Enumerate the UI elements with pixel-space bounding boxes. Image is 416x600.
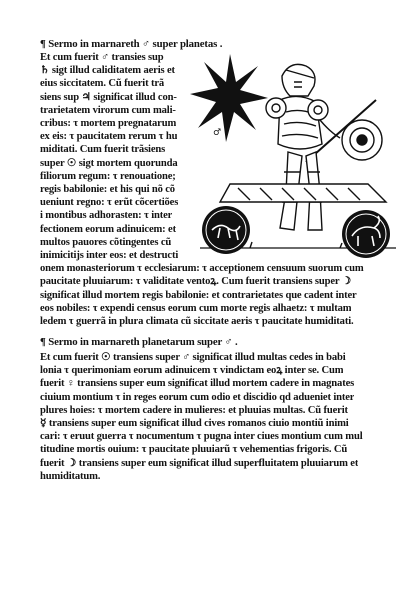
text-line: eos nobiles: τ expendi census eorum cum morte regis alhaetz: τ multam xyxy=(40,302,352,314)
text-line: fuerit ☽ transiens super eum significat illud superfluitatem pluuiarum et xyxy=(40,457,359,469)
text-line: ledem τ guerrã in plura climata cũ siccitate aeris τ paucitate humiditati. xyxy=(40,316,354,327)
text-line: fuerit ♀ transiens super eum significat illud mortem cadere in magnates xyxy=(40,378,355,390)
text-line: multos pauores cõtingentes cũ xyxy=(40,236,172,248)
paragraph-mark-icon: ¶ xyxy=(40,38,46,50)
text-line: Et cum fuerit ♂ transies sup xyxy=(40,52,164,63)
text-line: cari: τ eruut guerra τ nocumentum τ pugna inter ciues montium cum mul xyxy=(40,431,363,443)
text-line: onem monasteriorum τ ecclesiarum: τ acceptionem censuum suorum cum xyxy=(40,263,364,275)
heading-1 xyxy=(40,38,222,50)
text-line: inimicitijs inter eos: et destructi xyxy=(40,250,179,261)
mars-glyph: ♂ xyxy=(213,128,222,138)
text-line: paucitate pluuiarum: τ validitate ventoꝝ. Cum fuerit transiens super ☽ xyxy=(40,276,352,288)
woodcut-illustration xyxy=(190,52,400,264)
text-line: significat illud mortem regis babilonie: et contrarietates que cadent inter xyxy=(40,289,357,301)
text-line: ueniunt regno: τ erũt cõcertiões xyxy=(40,197,179,209)
text-line: cribus: τ mortem pregnatarum xyxy=(40,118,177,129)
text-line: trarietatem virorum cum mali- xyxy=(40,104,176,116)
wheel-scorpion xyxy=(202,206,250,254)
text-line: regis babilonie: et his qui nõ cõ xyxy=(40,184,175,195)
text-line: ex eis: τ paucitatem rerum τ hu xyxy=(40,131,178,143)
text-line: super ☉ sigt mortem quorunda xyxy=(40,157,178,169)
text-line: Et cum fuerit ☉ transiens super ♂ significat illud multas cedes in babi xyxy=(40,352,346,363)
heading-2-text: Sermo in marnareth planetarum super ♂ . xyxy=(48,336,238,348)
text-line: lonia τ querimoniam eorum adinuicem τ vindictam eoꝝ inter se. Cum xyxy=(40,365,344,377)
text-line: i montibus adhorasten: τ inter xyxy=(40,210,173,222)
star-icon xyxy=(190,54,268,142)
text-line: humiditatum. xyxy=(40,470,101,482)
text-line: siens sup ♃ significat illud con- xyxy=(40,91,177,103)
text-line: ☿ transiens super eum significat illud cives romanos ciuio montiũ inimi xyxy=(40,418,349,429)
wheel-ram xyxy=(342,210,390,258)
knight-figure xyxy=(266,64,382,230)
text-line: plures hoies: τ mortem cadere in mulieres: et pluuias multas. Cũ fuerit xyxy=(40,404,348,416)
text-line: ciuium montium τ in reges eorum cum odio et discidio qd adueniet inter xyxy=(40,391,355,403)
text-line: titudine mortis ouium: τ paucitate pluuiarũ τ vehementias frigoris. Cũ xyxy=(40,444,348,456)
heading-2 xyxy=(40,336,238,348)
paragraph-mark-icon: ¶ xyxy=(40,336,46,348)
text-line: ♄ sigt illud caliditatem aeris et xyxy=(40,65,175,77)
heading-1-text: Sermo in marnareth ♂ super planetas . xyxy=(48,38,223,50)
text-line: fectionem eorum adinuicem: et xyxy=(40,223,176,235)
text-line: eius siccitatem. Cũ fuerit trã xyxy=(40,78,165,90)
text-line: miditati. Cum fuerit trãsiens xyxy=(40,144,166,156)
text-line: filiorum regum: τ renouatione; xyxy=(40,170,176,182)
